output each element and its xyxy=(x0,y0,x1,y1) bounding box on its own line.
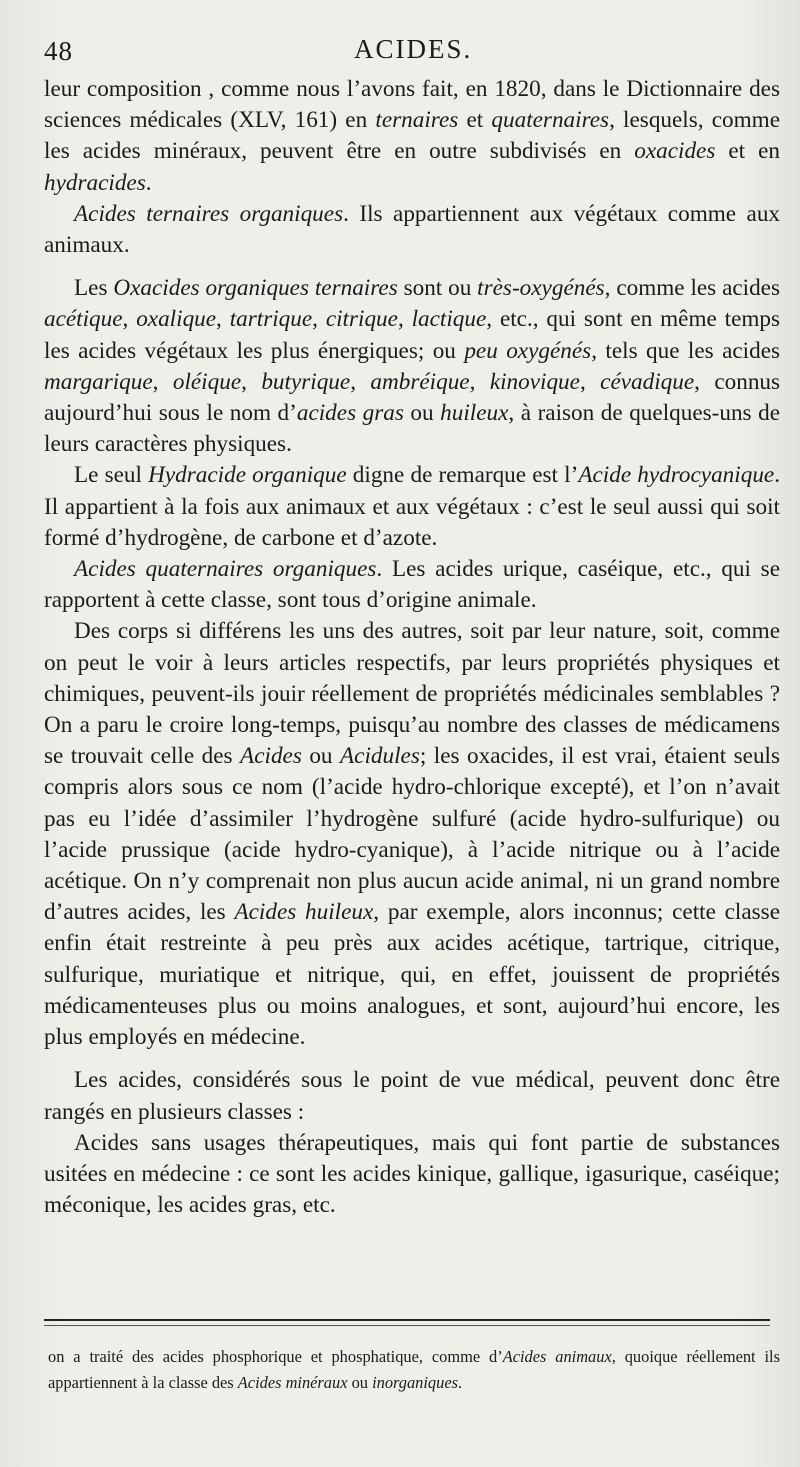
italic-text-run: oxacides xyxy=(634,138,716,165)
text-run: ; les oxacides, il est vrai, étaient seuls compris alors sous ce nom (l’acide hydro-chlorique excepté), et l’on n’avait pas eu l’idée d’assimiler l’hydrogène sulfuré (acide hydro-sulfurique) ou l’acide prussique (acide hydro-cyanique), à l’acide nitrique ou à l’acide acétique. On n’y comprenait non plus aucun acide animal, ni un grand nombre d’autres acides, les xyxy=(44,743,781,926)
text-run: et xyxy=(458,107,492,134)
text-run: leur composition , comme nous l’avons fait, en 1820, dans le Dictionnaire des sciences médicales (XLV, 161) en xyxy=(44,76,780,134)
paragraph-3 xyxy=(44,273,780,460)
text-run: , xyxy=(397,306,412,333)
italic-text-run: Acides quaternaires organiques xyxy=(74,556,377,583)
italic-text-run: kinovique xyxy=(489,368,580,395)
italic-text-run: Acides xyxy=(240,743,302,770)
italic-text-run: Acides ternaires organiques xyxy=(74,200,344,227)
text-run: . Il appartient à la fois aux animaux et aux végétaux : c’est le seul aussi qui soit formé d’hydrogène, de carbone et d’azote. xyxy=(44,462,780,551)
italic-text-run: tartrique xyxy=(229,306,313,333)
italic-text-run: Acides minéraux xyxy=(237,1373,348,1392)
paragraph-7 xyxy=(44,1065,780,1127)
text-run: , à raison de quelques-uns de leurs caractères physiques. xyxy=(44,400,780,458)
text-run: . xyxy=(145,169,152,196)
paragraph-2 xyxy=(44,199,780,261)
italic-text-run: hydracides xyxy=(44,169,146,196)
text-run: , xyxy=(216,306,230,333)
italic-text-run: huileux xyxy=(440,400,509,427)
text-run: Des corps si différens les uns des autres, soit par leur nature, soit, comme on peut le voir à leurs articles respectifs, par leurs propriétés physiques et chimiques, peuvent-ils jouir réellement de propriétés médicinales semblables ? On a paru le croire long-temps, puisqu’au nombre des classes de médicamens se trouvait celle des xyxy=(44,618,780,770)
text-run: , tels que les acides xyxy=(591,337,781,364)
paragraph-8 xyxy=(44,1128,780,1222)
italic-text-run: margarique xyxy=(44,368,153,395)
text-run: . Ils appartiennent aux végétaux comme aux animaux. xyxy=(44,200,781,259)
text-run: , lesquels, comme les acides minéraux, peuvent être en outre subdivisés en xyxy=(44,107,781,165)
text-run: Le seul xyxy=(74,462,149,489)
running-title: ACIDES. xyxy=(354,34,473,64)
text-run: , xyxy=(241,368,262,395)
text-run: , xyxy=(579,368,601,395)
text-run: , xyxy=(152,368,173,395)
italic-text-run: Acides huileux xyxy=(234,899,374,926)
italic-text-run: très-oxygénés xyxy=(477,275,605,302)
italic-text-run: quaternaires xyxy=(491,107,610,134)
text-run: , par exemple, alors inconnus; cette classe enfin était restreinte à peu près aux acides acétique, tartrique, citrique, sulfurique, muriatique et nitrique, qui, en effet, jouissent de propriétés médicamenteuses plus ou moins analogues, et sont, aujourd’hui encore, les plus employés en médecine. xyxy=(44,899,780,1051)
footnote xyxy=(48,1344,780,1396)
text-run: . Les acides urique, caséique, etc., qui se rapportent à cette classe, sont tous d’origine animale. xyxy=(44,556,781,614)
italic-text-run: butyrique xyxy=(261,368,351,395)
italic-text-run: oléique xyxy=(172,368,242,395)
text-run: , xyxy=(122,306,137,333)
italic-text-run: peu oxygénés xyxy=(464,337,592,364)
italic-text-run: Acide hydrocyanique xyxy=(578,462,775,489)
text-run: , comme les acides xyxy=(604,275,780,302)
page-header xyxy=(44,30,780,74)
paragraph-5 xyxy=(44,554,780,616)
text-run: , connus aujourd’hui sous le nom d’ xyxy=(44,368,781,427)
text-run: Les xyxy=(74,275,114,302)
text-run: , etc., qui sont en même temps les acides végétaux les plus énergiques; ou xyxy=(44,306,781,364)
text-run: on a traité des acides phosphorique et phosphatique, comme d’ xyxy=(48,1347,503,1366)
italic-text-run: ambréique xyxy=(370,368,470,395)
paragraph-1 xyxy=(44,74,780,199)
italic-text-run: citrique xyxy=(325,306,398,333)
italic-text-run: Acidules xyxy=(340,743,420,770)
paragraph-4 xyxy=(44,460,780,554)
text-run: ou xyxy=(403,400,441,427)
text-run: , quoique réellement ils appartiennent à la classe des xyxy=(48,1347,780,1392)
text-run: sont ou xyxy=(397,275,478,302)
text-run: ou xyxy=(301,743,341,770)
italic-text-run: Acides animaux xyxy=(502,1347,612,1366)
italic-text-run: Oxacides organiques ternaires xyxy=(113,275,398,302)
italic-text-run: lactique xyxy=(411,306,487,333)
text-run: et en xyxy=(715,138,780,165)
text-run: ou xyxy=(347,1373,373,1392)
text-run: Les acides, considérés sous le point de vue médical, peuvent donc être rangés en plusieurs classes : xyxy=(44,1067,780,1125)
italic-text-run: oxalique xyxy=(136,306,217,333)
page-number: 48 xyxy=(44,36,73,66)
body-text xyxy=(44,74,780,1221)
italic-text-run: ternaires xyxy=(375,107,459,134)
paragraph-6 xyxy=(44,616,780,1053)
text-run: Acides sans usages thérapeutiques, mais qui font partie de substances usitées en médecine : ce sont les acides kinique, gallique, igasurique, caséique; méconique, les acides gras, etc. xyxy=(44,1129,780,1219)
italic-text-run: acides gras xyxy=(296,400,404,427)
footnote-rule xyxy=(44,1319,770,1321)
italic-text-run: inorganiques xyxy=(372,1373,458,1392)
text-run: . xyxy=(457,1373,463,1392)
footnote-rule-thin xyxy=(44,1325,770,1326)
text-run: digne de remarque est l’ xyxy=(346,462,579,489)
italic-text-run: acétique xyxy=(44,306,123,333)
text-run: , xyxy=(312,306,326,333)
text-run: , xyxy=(469,368,490,395)
italic-text-run: Hydracide organique xyxy=(148,462,347,489)
italic-text-run: cévadique xyxy=(600,368,695,395)
text-run: , xyxy=(350,368,371,395)
